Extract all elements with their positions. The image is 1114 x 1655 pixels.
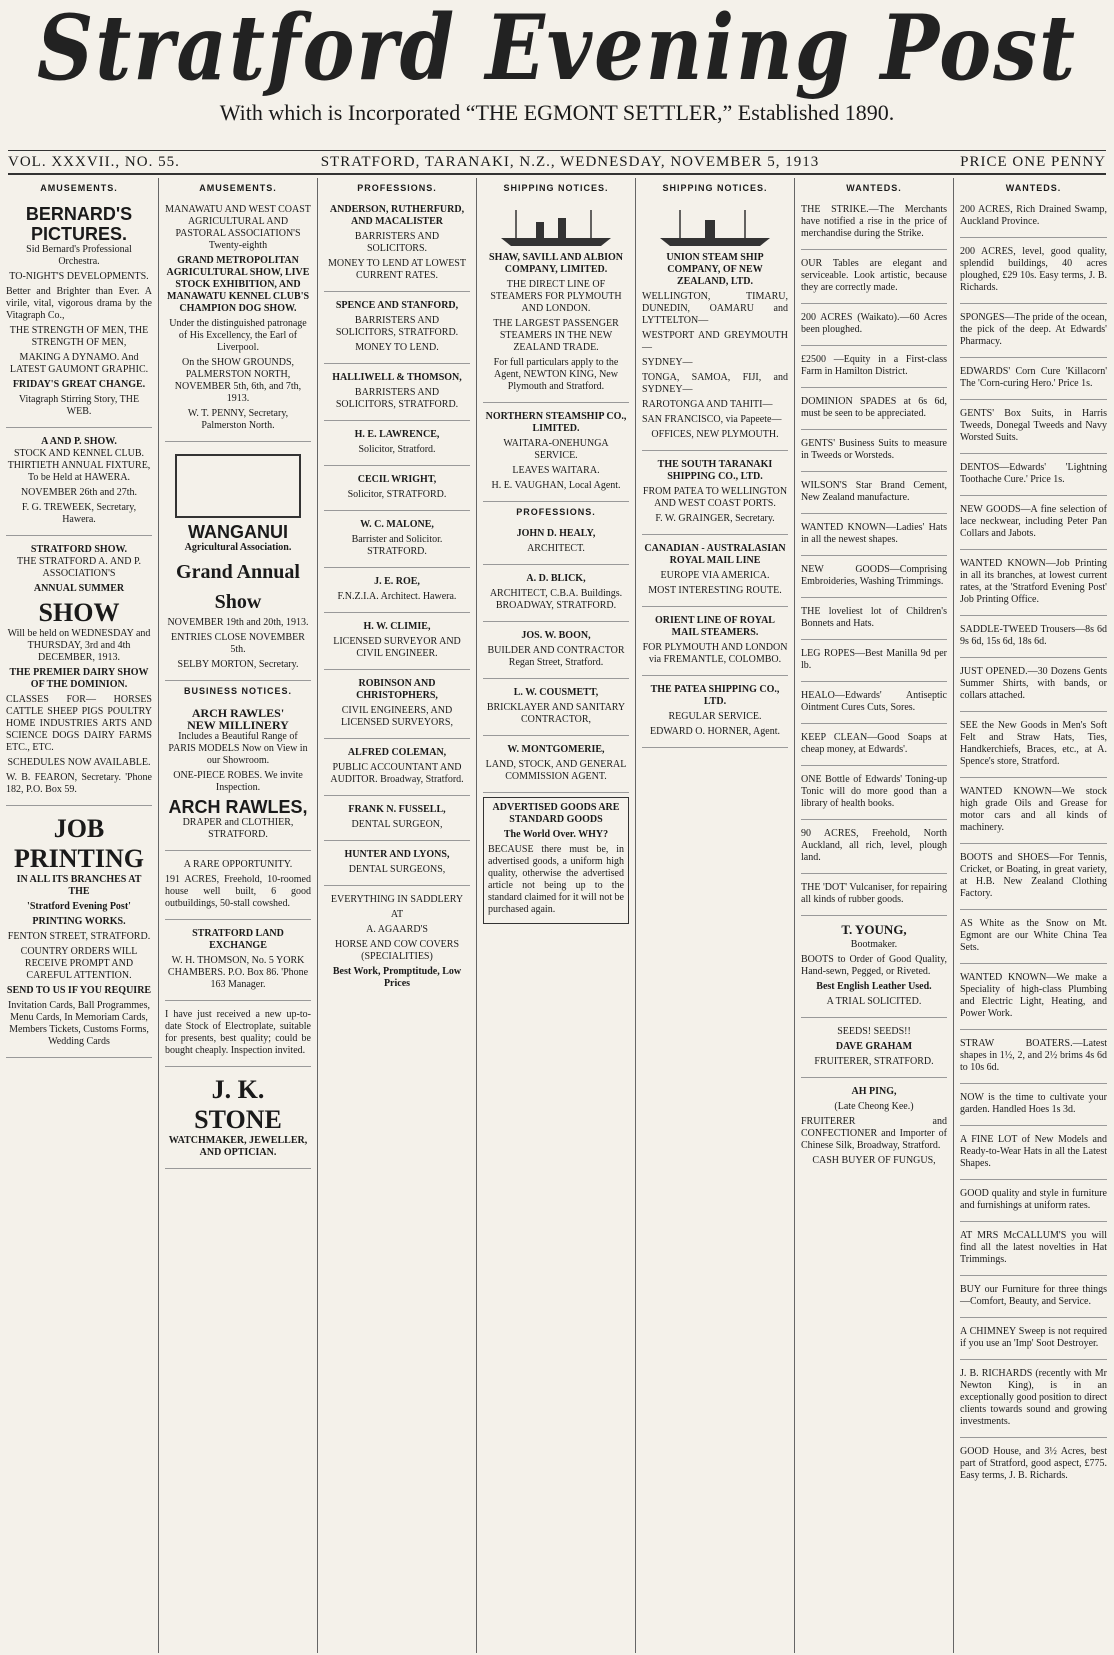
ad-line: WANTED KNOWN—Job Printing in all its branches, at lowest current rates, at the 'Stratford Evening Post' Job Printing Office. — [960, 558, 1107, 605]
ad-spence-stanford — [324, 296, 470, 364]
ad-a-and-p-show — [6, 432, 152, 536]
ad-canadian-australasian — [642, 539, 788, 607]
ad-job-printing — [6, 810, 152, 1058]
volume-number: VOL. XXXVII., NO. 55. — [8, 153, 180, 170]
ad-advertised-goods — [483, 797, 629, 924]
ad-arch-rawles — [165, 703, 311, 851]
ad-line: ANNUAL SUMMER — [33, 583, 125, 594]
ad-line: 200 ACRES, Rich Drained Swamp, Auckland Province. — [960, 204, 1107, 227]
ad-line: UNION STEAM SHIP COMPANY, OF NEW ZEALAND, LTD. — [666, 252, 764, 287]
ad-anderson-rutherfurd — [324, 200, 470, 292]
ad-headline: SHOW — [38, 598, 120, 627]
ad-line: FROM PATEA TO WELLINGTON AND WEST COAST PORTS. — [642, 486, 788, 509]
ad-title: NEW MILLINERY — [187, 718, 289, 732]
masthead — [0, 0, 1114, 150]
ad-line: The World Over. WHY? — [503, 829, 609, 840]
ad-line: LEG ROPES—Best Manilla 9d per lb. — [801, 648, 947, 671]
ad-line: RAROTONGA AND TAHITI— — [642, 399, 773, 410]
ad-line: ANDERSON, RUTHERFURD, AND MACALISTER — [329, 204, 465, 227]
ad-line: EVERYTHING IN SADDLERY — [330, 894, 464, 905]
ad-line: CASH BUYER OF FUNGUS, — [812, 1155, 936, 1166]
ad-line: WILSON'S Star Brand Cement, New Zealand manufacture. — [801, 480, 947, 503]
ad-line: MAKING A DYNAMO. And LATEST GAUMONT GRAPHIC. — [9, 352, 149, 375]
ad-line: WESTPORT AND GREYMOUTH— — [642, 330, 788, 353]
column-2 — [159, 178, 318, 1653]
ad-new-models — [960, 1130, 1107, 1180]
ad-t-young — [801, 920, 947, 1018]
column-4 — [477, 178, 636, 1653]
ad-line: KEEP CLEAN—Good Soaps at cheap money, at Edwards'. — [801, 732, 947, 755]
ad-line: PUBLIC ACCOUNTANT AND AUDITOR. Broadway, Stratford. — [330, 762, 464, 785]
ad-line: Agricultural Association. — [184, 542, 292, 553]
ad-line: OFFICES, NEW PLYMOUTH. — [651, 429, 779, 440]
section-header: WANTEDS. — [846, 183, 902, 193]
ad-line: F. W. GRAINGER, Secretary. — [655, 513, 775, 524]
ad-line: BOOTS to Order of Good Quality, Hand-sewn, Pegged, or Riveted. — [801, 954, 947, 977]
ad-line: LICENSED SURVEYOR AND CIVIL ENGINEER. — [333, 636, 461, 659]
ad-job-printing-wanted — [960, 554, 1107, 616]
ad-line: Bootmaker. — [850, 939, 898, 950]
ad-patea-shipping — [642, 680, 788, 748]
ad-line: Best English Leather Used. — [816, 981, 932, 992]
ad-roe — [324, 572, 470, 613]
ad-line: JOHN D. HEALY, — [516, 528, 596, 539]
ad-keep-clean — [801, 728, 947, 766]
ad-box-suits — [960, 404, 1107, 454]
cattle-illustration — [175, 454, 301, 518]
ad-fussell — [324, 800, 470, 841]
ad-line: Sid Bernard's Professional Orchestra. — [26, 244, 132, 267]
ad-line: DAVE GRAHAM — [835, 1041, 913, 1052]
steamship-icon — [655, 208, 775, 248]
ad-line: GOOD House, and 3½ Acres, best part of Stratford, good aspect, £775. Easy terms, J. B. Richards. — [960, 1446, 1107, 1481]
ad-line: THE STRATFORD A. AND P. ASSOCIATION'S — [17, 556, 141, 579]
ad-line: GENTS' Box Suits, in Harris Tweeds, Donegal Tweeds and Navy Worsted Suits. — [960, 408, 1107, 443]
ad-line: ADVERTISED GOODS ARE STANDARD GOODS — [492, 802, 620, 825]
section-header: PROFESSIONS. — [516, 507, 596, 517]
ad-jb-richards — [960, 1364, 1107, 1438]
ad-line: IN ALL ITS BRANCHES AT THE — [16, 874, 142, 897]
ad-line: COUNTRY ORDERS WILL RECEIVE PROMPT AND CAREFUL ATTENTION. — [20, 946, 138, 981]
ad-summer-shirts — [960, 662, 1107, 712]
ad-line: (Late Cheong Kee.) — [834, 1101, 914, 1112]
ad-oils-grease — [960, 782, 1107, 844]
ad-boots-shoes — [960, 848, 1107, 910]
ad-headline: Grand Annual Show — [176, 561, 300, 613]
ad-line: THE STRENGTH OF MEN, THE STRENGTH OF MEN, — [9, 325, 149, 348]
ad-line: ORIENT LINE OF ROYAL MAIL STEAMERS. — [655, 615, 775, 638]
ad-line: BARRISTERS AND SOLICITORS. — [354, 231, 440, 254]
ad-line: Invitation Cards, Ball Programmes, Menu Cards, In Memoriam Cards, Members Tickets, Customs Forms, Wedding Cards — [8, 1000, 150, 1047]
ad-line: DRAPER and CLOTHIER, STRATFORD. — [182, 817, 294, 840]
ad-line: Under the distinguished patronage of His Excellency, the Earl of Liverpool. — [169, 318, 307, 353]
ad-line: W. MONTGOMERIE, — [507, 744, 605, 755]
ad-2500-equity — [801, 350, 947, 388]
ad-line: BOOTS and SHOES—For Tennis, Cricket, or Boating, in great variety, at H.B. New Zealand Clothing Factory. — [960, 852, 1107, 899]
ad-cement — [801, 476, 947, 514]
section-header: BUSINESS NOTICES. — [183, 686, 292, 696]
ad-headline: PRINTING — [13, 844, 144, 873]
ad-cousmett — [483, 683, 629, 736]
ad-line: W. T. PENNY, Secretary, Palmerston North. — [187, 408, 289, 431]
ad-title: A AND P. SHOW. — [41, 436, 117, 447]
ad-headline: JOB — [53, 814, 105, 843]
ad-trousers — [960, 620, 1107, 658]
ad-line: EUROPE VIA AMERICA. — [660, 570, 770, 581]
ad-straw-boaters — [960, 1034, 1107, 1084]
ad-lace-neckwear — [960, 500, 1107, 550]
ad-china-tea-sets — [960, 914, 1107, 964]
ad-new-goods — [801, 560, 947, 598]
ad-good-house — [960, 1442, 1107, 1491]
ad-line: A CHIMNEY Sweep is not required if you use an 'Imp' Soot Destroyer. — [960, 1326, 1107, 1349]
dateline — [8, 150, 1106, 175]
ad-line: BUILDER AND CONTRACTOR Regan Street, Stratford. — [487, 645, 625, 668]
ad-montgomerie — [483, 740, 629, 793]
ad-line: DOMINION SPADES at 6s 6d, must be seen to be appreciated. — [801, 396, 947, 419]
ad-healo — [801, 686, 947, 724]
ad-title: BERNARD'S PICTURES. — [25, 204, 133, 244]
ad-line: NEW GOODS—Comprising Embroideries, Washing Trimmings. — [801, 564, 947, 587]
ad-plumbing — [960, 968, 1107, 1030]
ad-line: W. B. FEARON, Secretary. 'Phone 182, P.O. Box 59. — [6, 772, 152, 795]
ad-line: THE PREMIER DAIRY SHOW OF THE DOMINION. — [9, 667, 149, 690]
ad-electroplate — [165, 1005, 311, 1067]
ad-ladies-hats — [801, 518, 947, 556]
column-6 — [795, 178, 954, 1653]
ad-line: SADDLE-TWEED Trousers—8s 6d 9s 6d, 15s 6d, 18s 6d. — [960, 624, 1107, 647]
ad-robinson-christophers — [324, 674, 470, 739]
ad-line: JUST OPENED.—30 Dozens Gents Summer Shirts, with bands, or collars attached. — [960, 666, 1107, 701]
ad-line: A RARE OPPORTUNITY. — [183, 859, 293, 870]
column-1 — [0, 178, 159, 1653]
ad-line: SHAW, SAVILL AND ALBION COMPANY, LIMITED. — [489, 252, 623, 275]
ad-line: ALFRED COLEMAN, — [347, 747, 447, 758]
ad-spades — [801, 392, 947, 430]
steamship-icon — [496, 208, 616, 248]
ad-line: H. E. LAWRENCE, — [354, 429, 440, 440]
ad-200-acres-waikato — [801, 308, 947, 346]
ad-line: MOST INTERESTING ROUTE. — [648, 585, 782, 596]
ad-line: CECIL WRIGHT, — [357, 474, 437, 485]
ad-line: GRAND METROPOLITAN AGRICULTURAL SHOW, LIVE STOCK EXHIBITION, AND MANAWATU KENNEL CLUB'S CHAMPION DOG SHOW. — [166, 255, 310, 314]
ad-line: A FINE LOT of New Models and Ready-to-Wear Hats in all the Latest Shapes. — [960, 1134, 1107, 1169]
ad-boon — [483, 626, 629, 679]
ad-headline: J. K. STONE — [194, 1075, 282, 1134]
ad-line: AT MRS McCALLUM'S you will find all the latest novelties in Hat Trimmings. — [960, 1230, 1107, 1265]
ad-orient-line — [642, 611, 788, 676]
ad-line: I have just received a new up-to-date Stock of Electroplate, suitable for presents, best quality; could be bought cheaply. Inspection invited. — [165, 1009, 311, 1056]
ad-hunter-lyons — [324, 845, 470, 886]
ad-line: SAN FRANCISCO, via Papeete— — [642, 414, 782, 425]
ad-shaw-savill — [483, 200, 629, 403]
ad-line: WAITARA-ONEHUNGA SERVICE. — [503, 438, 609, 461]
ad-line: 200 ACRES, level, good quality, splendid buildings, 40 acres ploughed, £29 10s. Easy terms, J. B. Richards. — [960, 246, 1107, 293]
ad-line: HUNTER AND LYONS, — [344, 849, 450, 860]
ad-line: ARCHITECT. — [527, 543, 585, 554]
ad-line: THE PATEA SHIPPING CO., LTD. — [650, 684, 780, 707]
ad-gents-suits — [801, 434, 947, 472]
ad-line: FRUITERER and CONFECTIONER and Importer of Chinese Silk, Broadway, Stratford. — [801, 1116, 947, 1151]
ad-line: 'Stratford Evening Post' — [27, 901, 131, 912]
ad-line: FOR PLYMOUTH AND LONDON via FREMANTLE, COLOMBO. — [642, 642, 788, 665]
ad-alfred-coleman — [324, 743, 470, 796]
ad-line: LAND, STOCK, AND GENERAL COMMISSION AGENT. — [485, 759, 627, 782]
ad-line: SPENCE AND STANFORD, — [335, 300, 459, 311]
ad-line: W. C. MALONE, — [360, 519, 434, 530]
ad-line: T. YOUNG, — [841, 922, 907, 937]
ad-south-taranaki — [642, 455, 788, 535]
ad-line: Barrister and Solicitor. STRATFORD. — [351, 534, 443, 557]
ad-line: A. D. BLICK, — [526, 573, 586, 584]
place-date: STRATFORD, TARANAKI, N.Z., WEDNESDAY, NOVEMBER 5, 1913 — [320, 153, 820, 170]
ad-mrs-mccallum — [960, 1226, 1107, 1276]
ad-buy-furniture — [960, 1280, 1107, 1318]
ad-200-acres-swamp — [960, 200, 1107, 238]
ad-line: TO-NIGHT'S DEVELOPMENTS. — [9, 271, 149, 282]
ad-line: H. W. CLIMIE, — [363, 621, 431, 632]
ad-land-exchange — [165, 924, 311, 1001]
ad-line: BUY our Furniture for three things —Comfort, Beauty, and Service. — [960, 1284, 1107, 1307]
ad-line: Better and Brighter than Ever. A virile, vital, vigorous drama by the Vitagraph Co., — [6, 286, 152, 321]
ad-line: NOVEMBER 19th and 20th, 1913. — [167, 617, 309, 628]
section-header: PROFESSIONS. — [357, 183, 437, 193]
ad-title: STRATFORD SHOW. — [30, 544, 128, 555]
ad-line: FRIDAY'S GREAT CHANGE. — [12, 379, 146, 390]
ad-strike — [801, 200, 947, 250]
ad-tables — [801, 254, 947, 304]
ad-garden — [960, 1088, 1107, 1126]
newspaper-subtitle: With which is Incorporated “THE EGMONT SETTLER,” Established 1890. — [219, 100, 895, 125]
ad-line: CANADIAN - AUSTRALASIAN ROYAL MAIL LINE — [644, 543, 786, 566]
newspaper-title: Stratford Evening Post — [36, 0, 1078, 101]
ad-line: AT — [390, 909, 404, 920]
ad-manawatu-show — [165, 200, 311, 442]
ad-line: WATCHMAKER, JEWELLER, AND OPTICIAN. — [168, 1135, 308, 1158]
ad-line: DENTOS—Edwards' 'Lightning Toothache Cure.' Price 1s. — [960, 462, 1107, 485]
ad-line: SEE the New Goods in Men's Soft Felt and Straw Hats, Ties, Handkerchiefs, Braces, etc., at A. Spence's store, Stratford. — [960, 720, 1107, 767]
column-5 — [636, 178, 795, 1653]
ad-dentos — [960, 458, 1107, 496]
ad-blick — [483, 569, 629, 622]
ad-line: WELLINGTON, TIMARU, DUNEDIN, OAMARU and LYTTELTON— — [642, 291, 788, 326]
ad-line: SELBY MORTON, Secretary. — [177, 659, 299, 670]
ad-line: Vitagraph Stirring Story, THE WEB. — [18, 394, 140, 417]
ad-rare-opportunity — [165, 855, 311, 920]
ad-line: £2500 —Equity in a First-class Farm in Hamilton District. — [801, 354, 947, 377]
ad-line: F.N.Z.I.A. Architect. Hawera. — [337, 591, 457, 602]
ad-line: THE DIRECT LINE OF STEAMERS FOR PLYMOUTH AND LONDON. — [490, 279, 622, 314]
ad-line: BARRISTERS AND SOLICITORS, STRATFORD. — [335, 387, 459, 410]
ad-corn-cure — [960, 362, 1107, 400]
ad-line: THE STRIKE.—The Merchants have notified a rise in the price of merchandise during the Strike. — [801, 204, 947, 239]
ad-line: REGULAR SERVICE. — [668, 711, 762, 722]
ad-halliwell-thomson — [324, 368, 470, 421]
ad-line: NOVEMBER 26th and 27th. — [20, 487, 138, 498]
ad-line: WANTED KNOWN—We make a Speciality of high-class Plumbing and Electric Light, Heating, and Power Work. — [960, 972, 1107, 1019]
ad-line: WANTED KNOWN—We stock high grade Oils and Grease for motor cars and all kinds of machinery. — [960, 786, 1107, 833]
ad-title: ARCH RAWLES, — [168, 797, 308, 817]
ad-line: CLASSES FOR— HORSES CATTLE SHEEP PIGS POULTRY HOME INDUSTRIES ARTS AND SCIENCE DOGS DAIRY FARMS ETC., ETC. — [6, 694, 152, 753]
ad-line: AH PING, — [851, 1086, 897, 1097]
ad-line: SCHEDULES NOW AVAILABLE. — [7, 757, 151, 768]
ad-line: FENTON STREET, STRATFORD. — [7, 931, 151, 942]
ad-climie — [324, 617, 470, 670]
ad-line: JOS. W. BOON, — [521, 630, 591, 641]
ad-cecil-wright — [324, 470, 470, 511]
ad-tonic — [801, 770, 947, 820]
ad-line: WANTED KNOWN—Ladies' Hats in all the newest shapes. — [801, 522, 947, 545]
price: PRICE ONE PENNY — [960, 153, 1106, 170]
ad-line: AS White as the Snow on Mt. Egmont are our White China Tea Sets. — [960, 918, 1107, 953]
ad-line: L. W. COUSMETT, — [513, 687, 599, 698]
ad-line: SYDNEY— — [642, 357, 693, 368]
ad-line: F. G. TREWEEK, Secretary, Hawera. — [21, 502, 137, 525]
ad-title: ARCH RAWLES' — [191, 706, 285, 720]
ad-line: ARCHITECT, C.B.A. Buildings. BROADWAY, STRATFORD. — [489, 588, 623, 611]
ad-line: NORTHERN STEAMSHIP CO., LIMITED. — [485, 411, 627, 434]
ad-saddlery — [324, 890, 470, 999]
ad-line: STRAW BOATERS.—Latest shapes in 1½, 2, and 2½ brims 4s 6d to 10s 6d. — [960, 1038, 1107, 1073]
ad-line: Solicitor, Stratford. — [358, 444, 436, 455]
ad-mens-hats — [960, 716, 1107, 778]
ad-line: MONEY TO LEND AT LOWEST CURRENT RATES. — [328, 258, 466, 281]
ad-line: SPONGES—The pride of the ocean, the pick of the deep. At Edwards' Pharmacy. — [960, 312, 1107, 347]
ad-northern-steamship — [483, 407, 629, 502]
ad-200-acres-level — [960, 242, 1107, 304]
ad-stratford-show — [6, 540, 152, 806]
ad-line: HEALO—Edwards' Antiseptic Ointment Cures Cuts, Sores. — [801, 690, 947, 713]
ad-seeds — [801, 1022, 947, 1078]
ad-line: HALLIWELL & THOMSON, — [332, 372, 462, 383]
ad-jk-stone — [165, 1071, 311, 1169]
ad-line: THE loveliest lot of Children's Bonnets and Hats. — [801, 606, 947, 629]
ad-line: BRICKLAYER AND SANITARY CONTRACTOR, — [486, 702, 626, 725]
ad-line: SEEDS! SEEDS!! — [837, 1026, 911, 1037]
ad-union-steam-ship — [642, 200, 788, 451]
columns — [0, 178, 1114, 1653]
ad-bonnets — [801, 602, 947, 640]
ad-line: FRANK N. FUSSELL, — [348, 804, 446, 815]
ad-leg-ropes — [801, 644, 947, 682]
ad-line: 191 ACRES, Freehold, 10-roomed house well built, 6 good outbuildings, 50-stall cowshed. — [165, 874, 311, 909]
ad-line: Solicitor, STRATFORD. — [347, 489, 447, 500]
ad-line: NOW is the time to cultivate your garden. Handled Hoes 1s 3d. — [960, 1092, 1107, 1115]
ad-line: SEND TO US IF YOU REQUIRE — [6, 985, 152, 996]
ad-line: THE 'DOT' Vulcaniser, for repairing all kinds of rubber goods. — [801, 882, 947, 905]
ad-line: Best Work, Promptitude, Low Prices — [332, 966, 462, 989]
ad-line: Will be held on WEDNESDAY and THURSDAY, 3rd and 4th DECEMBER, 1913. — [7, 628, 151, 663]
ad-line: DENTAL SURGEON, — [351, 819, 443, 830]
ad-wanganui-show — [165, 446, 311, 681]
ad-line: Includes a Beautiful Range of PARIS MODELS Now on View in our Showroom. — [168, 731, 308, 766]
ad-90-acres — [801, 824, 947, 874]
section-header: AMUSEMENTS. — [40, 183, 118, 193]
ad-lawrence — [324, 425, 470, 466]
ad-line: 200 ACRES (Waikato).—60 Acres been ploughed. — [801, 312, 947, 335]
ad-malone — [324, 515, 470, 568]
ad-line: MANAWATU AND WEST COAST AGRICULTURAL AND PASTORAL ASSOCIATION'S Twenty-eighth — [165, 204, 311, 251]
ad-line: ONE Bottle of Edwards' Toning-up Tonic will do more good than a library of health books. — [801, 774, 947, 809]
ad-line: THE SOUTH TARANAKI SHIPPING CO., LTD. — [657, 459, 773, 482]
ad-line: J. B. RICHARDS (recently with Mr Newton King), is in an exceptionally good position to direct clients towards sound and growing investments. — [960, 1368, 1107, 1427]
ad-line: BECAUSE there must be, in advertised goods, a uniform high quality, otherwise the advertised article not being up to the standard claimed for it will not be purchased again. — [488, 844, 624, 915]
ad-line: J. E. ROE, — [374, 576, 420, 587]
ad-line: BARRISTERS AND SOLICITORS, STRATFORD. — [335, 315, 459, 338]
ad-line: GENTS' Business Suits to measure in Tweeds or Worsteds. — [801, 438, 947, 461]
ad-line: STRATFORD LAND EXCHANGE — [192, 928, 284, 951]
ad-chimney — [960, 1322, 1107, 1360]
ad-line: STOCK AND KENNEL CLUB. THIRTIETH ANNUAL FIXTURE, To be Held at HAWERA. — [7, 448, 151, 483]
ad-line: A. AGAARD'S — [366, 924, 428, 935]
ad-line: FRUITERER, STRATFORD. — [814, 1056, 934, 1067]
ad-sponges — [960, 308, 1107, 358]
ad-line: TONGA, SAMOA, FIJI, and SYDNEY— — [642, 372, 788, 395]
ad-dot-vulcaniser — [801, 878, 947, 916]
ad-bernards-pictures — [6, 200, 152, 428]
column-7 — [954, 178, 1113, 1653]
ad-line: EDWARDS' Corn Cure 'Killacorn' The 'Corn-curing Hero.' Price 1s. — [960, 366, 1107, 389]
section-header: WANTEDS. — [1005, 183, 1062, 193]
section-header: SHIPPING NOTICES. — [503, 183, 609, 193]
ad-line: GOOD quality and style in furniture and furnishings at uniform rates. — [960, 1188, 1107, 1211]
ad-line: NEW GOODS—A fine selection of lace neckwear, including Peter Pan Collars and Jabots. — [960, 504, 1107, 539]
ad-line: CIVIL ENGINEERS, AND LICENSED SURVEYORS, — [341, 705, 453, 728]
ad-line: W. H. THOMSON, No. 5 YORK CHAMBERS. P.O. Box 86. 'Phone 163 Manager. — [167, 955, 309, 990]
column-3 — [318, 178, 477, 1653]
ad-line: THE LARGEST PASSENGER STEAMERS IN THE NEW ZEALAND TRADE. — [493, 318, 619, 353]
ad-line: PRINTING WORKS. — [32, 916, 126, 927]
ad-ah-ping — [801, 1082, 947, 1176]
ad-healy — [483, 524, 629, 565]
ad-line: ONE-PIECE ROBES. We invite Inspection. — [173, 770, 303, 793]
ad-line: EDWARD O. HORNER, Agent. — [650, 726, 780, 737]
ad-line: DENTAL SURGEONS, — [348, 864, 446, 875]
ad-line: MONEY TO LEND. — [355, 342, 439, 353]
ad-line: H. E. VAUGHAN, Local Agent. — [491, 480, 621, 491]
ad-line: OUR Tables are elegant and serviceable. Look artistic, because they are correctly made. — [801, 258, 947, 293]
ad-line: A TRIAL SOLICITED. — [826, 996, 922, 1007]
ad-line: 90 ACRES, Freehold, North Auckland, all rich, level, plough land. — [801, 828, 947, 863]
ad-furniture-quality — [960, 1184, 1107, 1222]
ad-title: WANGANUI — [188, 522, 288, 542]
ad-line: For full particulars apply to the Agent, NEWTON KING, New Plymouth and Stratford. — [493, 357, 619, 392]
section-header: AMUSEMENTS. — [199, 183, 277, 193]
ad-line: ENTRIES CLOSE NOVEMBER 5th. — [171, 632, 305, 655]
ad-line: HORSE AND COW COVERS (SPECIALITIES) — [335, 939, 459, 962]
ad-line: ROBINSON AND CHRISTOPHERS, — [356, 678, 438, 701]
ad-line: On the SHOW GROUNDS, PALMERSTON NORTH, NOVEMBER 5th, 6th, and 7th, 1913. — [174, 357, 302, 404]
section-header: SHIPPING NOTICES. — [662, 183, 768, 193]
ad-line: LEAVES WAITARA. — [512, 465, 600, 476]
